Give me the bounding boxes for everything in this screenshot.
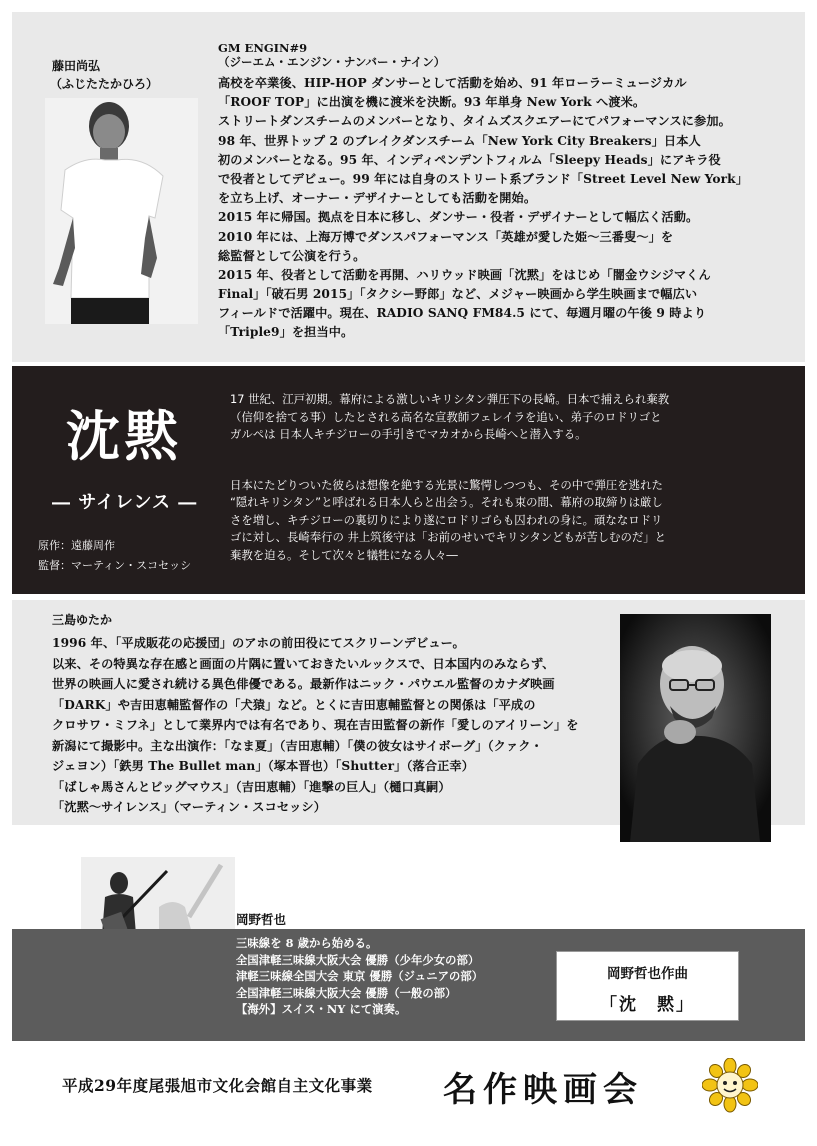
synopsis-line: 日本にたどりついた彼らは想像を絶する光景に驚愕しつつも、その中で弾圧を逃れた [230, 477, 663, 492]
fujita-bio-line: ストリートダンスチームのメンバーとなり、タイムズスクエアーにてパフォーマンスに参加。 [218, 114, 731, 129]
music-credit-box [556, 951, 739, 1021]
director: 監督：マーティン・スコセッシ [38, 559, 192, 572]
film-title: 沈黙 [66, 404, 182, 468]
fujita-group-line2: （ジーエム・エンジン・ナンバー・ナイン） [218, 55, 446, 69]
fujita-bio-line: 2015 年に帰国。拠点を日本に移し、ダンサー・役者・デザイナーとして幅広く活動。 [218, 210, 699, 225]
footer [0, 1046, 817, 1146]
okano-name: 岡野哲也 [236, 912, 287, 927]
fujita-group-line1: GM ENGIN#9 [218, 41, 308, 55]
fujita-bio-line: 98 年、世界トップ 2 のブレイクダンスチーム「New York City Breakers」日本人 [218, 133, 701, 148]
fujita-bio-line: 「Triple9」を担当中。 [218, 325, 354, 340]
synopsis-line: ゴに対し、長崎奉行の 井上筑後守は「お前のせいでキリシタンどもが苦しむのだ」と [230, 530, 667, 544]
mishima-bio-line: ジェヨン）「鉄男 The Bullet man」（塚本晋也）「Shutter」（落合正幸） [52, 759, 474, 773]
footer-organizer: 平成29年度尾張旭市文化会館自主文化事業 [62, 1076, 373, 1095]
mishima-bio-line: 新潟にて撮影中。主な出演作：「なま夏」（吉田恵輔）「僕の彼女はサイボーグ」（クァク・ [52, 738, 543, 753]
sunflower-mascot-icon [702, 1058, 758, 1114]
fujita-photo [45, 98, 198, 324]
okano-bio [236, 935, 483, 1018]
fujita-bio-line: を立ち上げ、オーナー・デザイナーとしても活動を開始。 [218, 191, 537, 206]
mishima-photo [620, 614, 771, 842]
fujita-bio-line: で役者としてデビュー。99 年には自身のストリート系ブランド「Street Level New York」 [218, 171, 748, 186]
fujita-bio-line: 「ROOF TOP」に出演を機に渡米を決断。93 年単身 New York へ渡米。 [218, 95, 646, 110]
music-credit-title: 岡野哲也作曲 [607, 966, 688, 982]
okano-bio-line: 全国津軽三味線大阪大会 優勝（少年少女の部） [236, 952, 480, 967]
fujita-name: 藤田尚弘 [52, 59, 101, 73]
fujita-bio-line: 2015 年、役者として活動を再開、ハリウッド映画「沈黙」をはじめ「闇金ウシジマくん [218, 267, 711, 282]
synopsis-line: 棄教を迫る。そして次々と犠牲になる人々― [230, 547, 458, 562]
okano-bio-line: 全国津軽三味線大阪大会 優勝（一般の部） [236, 985, 457, 1000]
synopsis-line: （信仰を捨てる事）したとされる高名な宣教師フェレイラを追い、弟子のロドリゴと [230, 409, 662, 424]
mishima-bio-line: 1996 年、「平成販花の応援団」のアホの前田役にてスクリーンデビュー。 [52, 636, 465, 650]
mishima-bio-line: 「ばしゃ馬さんとビッグマウス」（吉田恵輔）「進撃の巨人」（樋口真嗣） [52, 779, 451, 794]
mishima-bio-line: クロサワ・ミフネ」として業界内では有名であり、現在吉田監督の新作「愛しのアイリーン」を [52, 718, 579, 732]
mishima-bio-line: 「DARK」や吉田恵輔監督作の「犬猿」など。とくに吉田恵輔監督との関係は「平成の [52, 697, 536, 712]
music-credit-piece: 「沈 黙」 [600, 995, 695, 1015]
fujita-bio [218, 74, 748, 343]
synopsis-line: さを増し、キチジローの裏切りにより遂にロドリゴらも囚われの身に。頑ななロドリ [230, 512, 663, 527]
mishima-bio-line: 以来、その特異な存在感と画面の片隅に置いておきたいルックスで、日本国内のみならず、 [52, 656, 555, 671]
mishima-name: 三島ゆたか [52, 613, 113, 627]
mishima-bio-line: 世界の映画人に愛され続ける異色俳優である。最新作はニック・パウエル監督のカナダ映画 [52, 677, 555, 691]
fujita-bio-line: 総監督として公演を行う。 [218, 248, 366, 263]
mishima-bio-line: 「沈黙～サイレンス」（マーティン・スコセッシ） [52, 800, 327, 814]
fujita-reading: （ふじたたかひろ） [50, 77, 159, 91]
fujita-bio-line: 高校を卒業後、HIP-HOP ダンサーとして活動を始め、91 年ローラーミュージカル [218, 76, 687, 90]
fujita-bio-line: Final」「破石男 2015」「タクシー野郎」など、メジャー映画から学生映画まで幅広い [218, 287, 698, 302]
film-band [12, 366, 805, 594]
okano-bio-line: 【海外】スイス・NY にて演奏。 [236, 1002, 407, 1016]
okano-bio-line: 三味線を 8 歳から始める。 [236, 936, 378, 950]
original-author: 原作：遠藤周作 [38, 539, 115, 552]
fujita-bio-line: 2010 年には、上海万博でダンスパフォーマンス「英雄が愛した姫～三番叟～」を [218, 229, 674, 244]
okano-bio-line: 津軽三味線全国大会 東京 優勝（ジュニアの部） [236, 969, 484, 983]
mishima-bio [52, 633, 579, 818]
fujita-bio-line: フィールドで活躍中。現在、RADIO SANQ FM84.5 にて、毎週月曜の午後 9 時より [218, 306, 707, 321]
synopsis-line: ガルペは 日本人キチジローの手引きでマカオから長崎へと潜入する。 [230, 427, 587, 441]
footer-title: 名作映画会 [443, 1070, 643, 1110]
film-subtitle: ― サイレンス ― [52, 492, 198, 513]
synopsis-line: “隠れキリシタン”と呼ばれる日本人らと出会う。それも束の間、幕府の取締りは厳し [230, 495, 663, 509]
fujita-bio-line: 初のメンバーとなる。95 年、インディペンデントフィルム「Sleepy Heads」にアキラ役 [218, 152, 721, 167]
synopsis-line: 17 世紀、江戸初期。幕府による激しいキリシタン弾圧下の長崎。日本で捕えられ棄教 [230, 392, 670, 406]
